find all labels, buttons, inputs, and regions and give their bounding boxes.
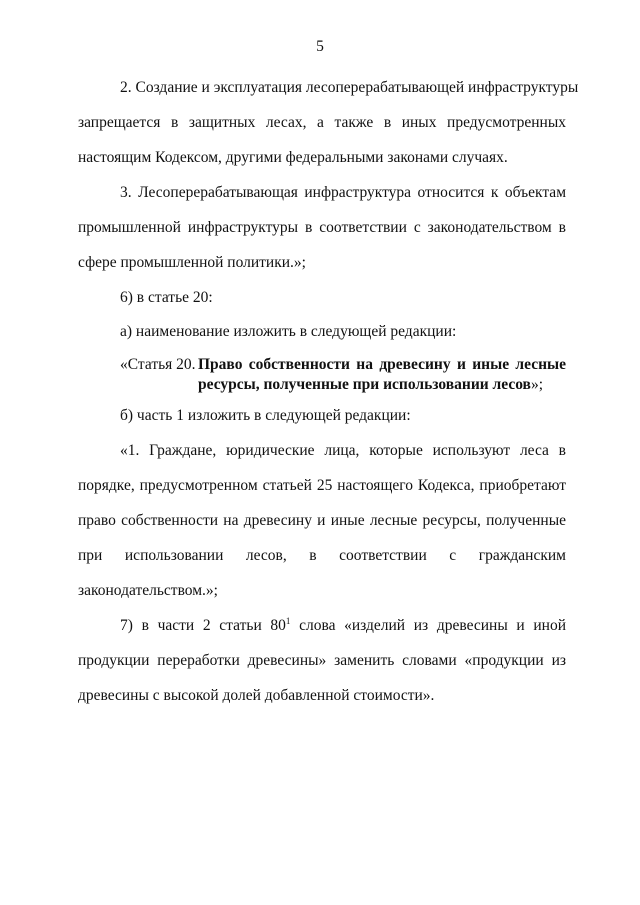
item-7-superscript: 1 [285, 615, 291, 626]
paragraph-3-line-1: 3. Лесоперерабатывающая инфраструктура относится к объектам [120, 184, 566, 201]
article-title-heading [198, 355, 566, 395]
article-title [78, 355, 566, 399]
paragraph-citizens-line-1: «1. Граждане, юридические лица, которые используют леса в [120, 442, 566, 459]
paragraph-2-line-3: настоящим Кодексом, другими федеральными законами случаях. [78, 149, 508, 166]
paragraph-citizens-line-5: законодательством.»; [78, 582, 218, 599]
page-number: 5 [316, 38, 324, 55]
item-a: а) наименование изложить в следующей редакции: [120, 323, 457, 340]
paragraph-3-line-3: сфере промышленной политики.»; [78, 254, 306, 271]
item-7-line-3: древесины с высокой долей добавленной стоимости». [78, 687, 435, 704]
item-7-line-1-start: 7) в части 2 статьи 80 [120, 617, 286, 634]
item-b: б) часть 1 изложить в следующей редакции: [120, 407, 411, 424]
paragraph-3-line-2: промышленной инфраструктуры в соответствии с законодательством в [78, 219, 566, 236]
item-7-line-1 [120, 616, 566, 636]
paragraph-citizens-line-3: право собственности на древесину и иные лесные ресурсы, полученные [78, 512, 566, 529]
item-7-line-2: продукции переработки древесины» заменить словами «продукции из [78, 652, 566, 669]
item-6: 6) в статье 20: [120, 289, 213, 306]
item-7-line-1-end: слова «изделий из древесины и иной [290, 617, 567, 634]
article-title-heading-line-1: Право собственности на древесину и иные лесные [198, 356, 566, 373]
paragraph-2-line-2: запрещается в защитных лесах, а также в иных предусмотренных [78, 114, 566, 131]
article-title-label: «Статья 20. [120, 356, 196, 373]
article-title-closing: »; [530, 376, 543, 393]
article-title-heading-line-2-text: ресурсы, полученные при использовании лесов [198, 376, 531, 393]
paragraph-citizens-line-4: при использовании лесов, в соответствии с гражданским [78, 547, 566, 564]
article-title-heading-line-2 [198, 375, 566, 395]
paragraph-2-line-1: 2. Создание и эксплуатация лесоперерабатывающей инфраструктуры [120, 79, 579, 96]
paragraph-citizens-line-2: порядке, предусмотренном статьей 25 настоящего Кодекса, приобретают [78, 477, 566, 494]
